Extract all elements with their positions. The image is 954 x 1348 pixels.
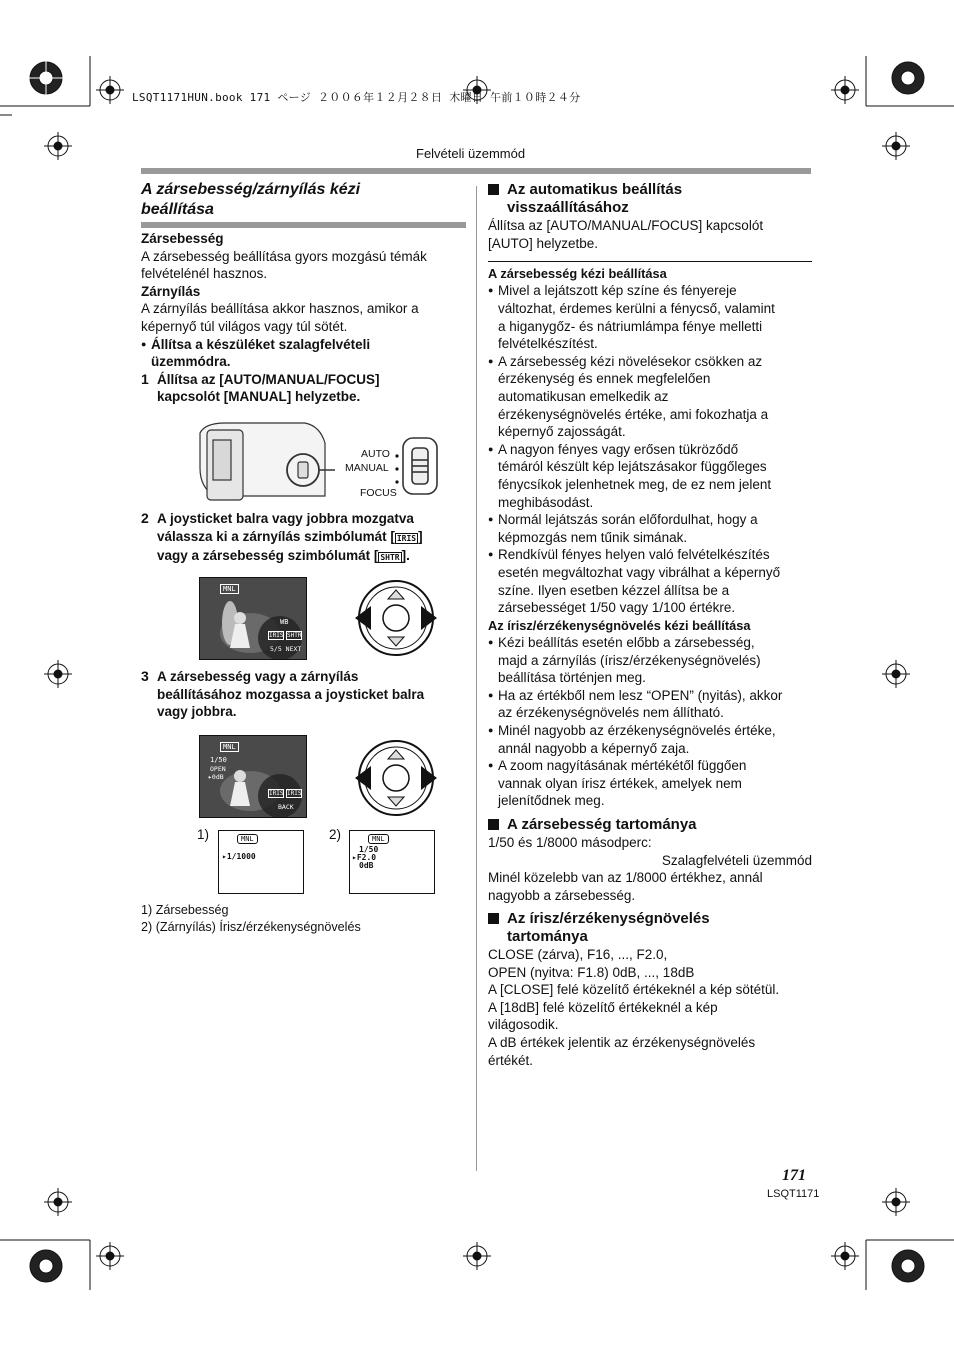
- bullet-line: zársebességet 1/50 vagy 1/100 értékre.: [498, 600, 736, 616]
- bullet-line: beállítása történjen meg.: [498, 670, 646, 686]
- mnl-badge: MNL: [220, 742, 239, 752]
- registration-wheel-icon: [892, 1250, 924, 1282]
- mnl-badge: MNL: [220, 584, 239, 594]
- square-bullet-icon: [488, 913, 499, 924]
- switch-label-focus: FOCUS: [360, 487, 397, 499]
- step-line: A joysticket balra vagy jobbra mozgatva: [157, 511, 414, 526]
- registration-wheel-icon: [26, 58, 66, 98]
- bullet-line: ● Mivel a lejátszott kép színe és fényereje: [498, 283, 737, 299]
- square-bullet-icon: [488, 819, 499, 830]
- step-number: 1: [141, 370, 149, 387]
- step-line: Állítsa az [AUTO/MANUAL/FOCUS]: [157, 371, 380, 387]
- body-text: Szalagfelvételi üzemmód: [661, 852, 812, 868]
- subheading: A zársebesség kézi beállítása: [488, 266, 667, 281]
- iris-icon: IRIS: [396, 533, 417, 543]
- bullet: [488, 546, 812, 616]
- left-column: [141, 180, 466, 220]
- crosshair-icon: [882, 132, 910, 160]
- bullet-line: változhat, érdemes kerülni a fénycső, valamint: [498, 301, 775, 316]
- step-text: válassza ki a zárnyílás szimbólumát [: [157, 528, 395, 544]
- step-2-body: [141, 510, 466, 567]
- bullet-tape-mode: [141, 336, 466, 371]
- subheading: Az írisz/érzékenységnövelés kézi beállítása: [488, 617, 751, 633]
- iris-option: IRIS: [269, 632, 284, 639]
- crosshair-icon: [44, 132, 72, 160]
- lcd-screen-1: [199, 577, 307, 660]
- step-number: 3: [141, 668, 149, 684]
- section-title: Felvételi üzemmód: [416, 146, 526, 161]
- footnotes: [141, 902, 466, 937]
- heading-text: tartománya: [507, 928, 588, 945]
- bullet: [488, 353, 812, 441]
- square-bullet-icon: [488, 184, 499, 195]
- switch-label-auto: AUTO: [361, 448, 390, 460]
- bullet-line: majd a zárnyílás (írisz/érzékenységnövelés): [498, 652, 761, 668]
- bullet-line: esetén megváltozhat vagy vibrálhat a képernyő: [498, 564, 781, 580]
- step-line: A zársebesség vagy a zárnyílás: [157, 669, 359, 684]
- footnote: 1) Zársebesség: [141, 903, 229, 917]
- crosshair-icon: [831, 76, 859, 104]
- camera-illustration: [195, 418, 445, 504]
- step-3: [141, 668, 466, 721]
- body-text: A [18dB] felé közelítő értékeknél a kép: [488, 999, 718, 1015]
- heading-text: Az automatikus beállítás: [507, 181, 683, 198]
- shutter-value: ▸1/1000: [222, 852, 256, 861]
- joystick-diagram-2: [355, 738, 437, 818]
- gain-value: ▸0dB: [208, 773, 224, 781]
- bullet-line: témáról készült kép lejátszásakor függőleges: [498, 459, 767, 475]
- zarnyilas-text: képernyő túl világos vagy túl sötét.: [141, 318, 348, 334]
- bullet-line: felvételkészítést.: [498, 336, 598, 352]
- title-rule: [141, 222, 466, 228]
- bullet: [488, 282, 812, 352]
- bullet-line: képernyő zajosságát.: [498, 424, 626, 440]
- section-rule: [488, 261, 812, 262]
- zarnyilas-heading: Zárnyílás: [141, 283, 201, 299]
- page-number: 171: [782, 1167, 806, 1184]
- bullet: [488, 511, 812, 546]
- bullet-line: annál nagyobb a képernyő zaja.: [498, 740, 690, 756]
- bullet: [488, 687, 812, 722]
- bullet-line: ● A nagyon fényes vagy erősen tükröződő: [498, 441, 739, 457]
- step-line: [157, 547, 466, 567]
- step-line: kapcsolót [MANUAL] helyzetbe.: [157, 389, 361, 405]
- step-line: vagy jobbra.: [157, 704, 237, 720]
- bullet-line: a higanygőz- és nátriumlámpa fénye melletti: [498, 318, 763, 334]
- body-text: OPEN (nyitva: F1.8) 0dB, ..., 18dB: [488, 964, 695, 980]
- joystick-diagram-1: [355, 578, 437, 658]
- bullet-line: ● Állítsa a készüléket szalagfelvételi: [151, 336, 371, 352]
- heading-text: A zársebesség tartománya: [507, 816, 697, 833]
- bullet-line: érzékenység és ennek megfelelően: [498, 371, 711, 387]
- iris-option: IRIS: [287, 790, 302, 797]
- body-text: 1/50 és 1/8000 másodperc:: [488, 835, 652, 850]
- header-rule: [141, 168, 811, 174]
- body-text: nagyobb a zársebesség.: [488, 887, 636, 903]
- iris-option: IRIS: [269, 790, 284, 797]
- heading-text: Az írisz/érzékenységnövelés: [507, 910, 710, 927]
- bullet-line: színe. Ilyen esetben kézzel állítsa be a: [498, 582, 730, 598]
- page-title-line1: A zársebesség/zárnyílás kézi: [141, 181, 361, 198]
- bullet-line: fénycsíkok jelenhetnek meg, de ez nem jelent: [498, 476, 772, 492]
- shtr-option: SHTR: [287, 632, 302, 639]
- back-label: BACK: [278, 803, 294, 811]
- step-text: vagy a zársebesség szimbólumát [: [157, 548, 379, 564]
- step-line: beállításához mozgassa a joysticket balra: [157, 686, 425, 702]
- shutter-value: 1/50: [210, 756, 227, 764]
- zarnyilas-text: A zárnyílás beállítása akkor hasznos, amikor a: [141, 301, 419, 317]
- bullet-line: jelenítődnek meg.: [498, 793, 605, 809]
- bullet: [488, 441, 812, 511]
- shutter-icon: SHTR: [380, 553, 400, 563]
- heading-text: visszaállításához: [507, 199, 629, 216]
- bullet-line: vannak olyan írisz értékek, amelyek nem: [498, 775, 742, 791]
- crosshair-icon: [882, 660, 910, 688]
- column-divider: [476, 186, 477, 1171]
- crosshair-icon: [96, 76, 124, 104]
- bullet: [488, 722, 812, 757]
- step-1: [141, 371, 466, 406]
- body-text: Minél közelebb van az 1/8000 értékhez, annál: [488, 870, 763, 886]
- print-header: LSQT1171HUN.book 171 ページ ２００６年１２月２８日 木曜日 午前１０時２４分: [132, 91, 581, 104]
- step-text: ].: [401, 548, 410, 564]
- iris-range-heading: [488, 910, 812, 928]
- mnl-badge: MNL: [237, 834, 258, 844]
- body-text: CLOSE (zárva), F16, ..., F2.0,: [488, 947, 668, 962]
- shutter-range-section: [488, 816, 812, 904]
- next-page-label: 5/5 NEXT: [270, 645, 302, 653]
- bullet-line: üzemmódra.: [151, 354, 231, 370]
- display-1-label: 1): [197, 827, 210, 842]
- shutter-range-heading: [488, 816, 812, 834]
- body-text: Állítsa az [AUTO/MANUAL/FOCUS] kapcsolót: [488, 218, 764, 233]
- step-2: [141, 510, 466, 567]
- zarsebesseg-text: A zársebesség beállítása gyors mozgású témák: [141, 248, 427, 264]
- bullet-line: ● Rendkívül fényes helyen való felvételkészítés: [498, 547, 770, 563]
- body-text: világosodik.: [488, 1017, 559, 1033]
- right-column: [488, 181, 812, 252]
- footnote: 2) (Zárnyílás) Írisz/érzékenységnövelés: [141, 920, 361, 935]
- bullet-line: ● Normál lejátszás során előfordulhat, hogy a: [498, 512, 758, 528]
- zarsebesseg-heading: Zársebesség: [141, 231, 224, 246]
- wb-label: WB: [280, 618, 289, 626]
- zarsebesseg-text: felvételénél hasznos.: [141, 266, 268, 282]
- body-text: értékét.: [488, 1052, 534, 1068]
- bullet-line: meghibásodást.: [498, 494, 594, 510]
- step-3-body: [141, 668, 466, 721]
- bullet-line: ● Minél nagyobb az érzékenységnövelés értéke,: [498, 723, 776, 739]
- step-line: [157, 528, 466, 548]
- bullet: [488, 634, 812, 687]
- display-1: [218, 830, 304, 894]
- bullet-line: ● A zoom nagyításának mértékétől függően: [498, 758, 747, 774]
- crosshair-icon: [44, 660, 72, 688]
- body-text: A [CLOSE] felé közelítő értékeknél a kép sötétül.: [488, 982, 780, 998]
- page-title-line2: beállítása: [141, 201, 214, 218]
- registration-wheel-icon: [892, 62, 924, 94]
- step-number: 2: [141, 510, 149, 526]
- bullet-line: az érzékenységnövelés nem állítható.: [498, 705, 724, 721]
- mnl-badge: MNL: [368, 834, 389, 844]
- bullet-line: érzékenységnövelés értéke, ami fokozhatja a: [498, 406, 769, 422]
- step-text: ]: [418, 528, 423, 544]
- left-intro: [141, 230, 466, 406]
- crosshair-icon: [96, 1242, 124, 1270]
- display-2: [349, 830, 435, 894]
- bullet: [488, 757, 812, 810]
- body-text: A dB értékek jelentik az érzékenységnövelés: [488, 1034, 756, 1050]
- crosshair-icon: [463, 1242, 491, 1270]
- registration-wheel-icon: [30, 1250, 62, 1282]
- bullet-line: képmozgás nem tűnik simának.: [498, 529, 688, 545]
- crosshair-icon: [831, 1242, 859, 1270]
- bullet-line: automatikusan emelkedik az: [498, 388, 669, 404]
- manual-shutter-section: [488, 265, 812, 810]
- bullet-line: ● Ha az értékből nem lesz “OPEN” (nyitás), akkor: [498, 687, 783, 703]
- display-2-label: 2): [329, 827, 342, 842]
- body-text: [AUTO] helyzetbe.: [488, 235, 599, 251]
- crosshair-icon: [44, 1188, 72, 1216]
- iris-value: OPEN: [210, 765, 226, 773]
- auto-reset-heading: [488, 181, 812, 199]
- lcd-screen-2: [199, 735, 307, 818]
- iris-value: ▸F2.0: [352, 853, 377, 862]
- bullet-line: ● A zársebesség kézi növelésekor csökken az: [498, 353, 763, 369]
- bullet-line: ● Kézi beállítás esetén előbb a zársebesség,: [498, 635, 755, 651]
- shutter-value: 1/50: [359, 845, 379, 854]
- crosshair-icon: [882, 1188, 910, 1216]
- switch-label-manual: MANUAL: [345, 462, 389, 474]
- document-code: LSQT1171: [767, 1188, 820, 1200]
- gain-value: 0dB: [359, 861, 374, 870]
- iris-range-section: [488, 910, 812, 1069]
